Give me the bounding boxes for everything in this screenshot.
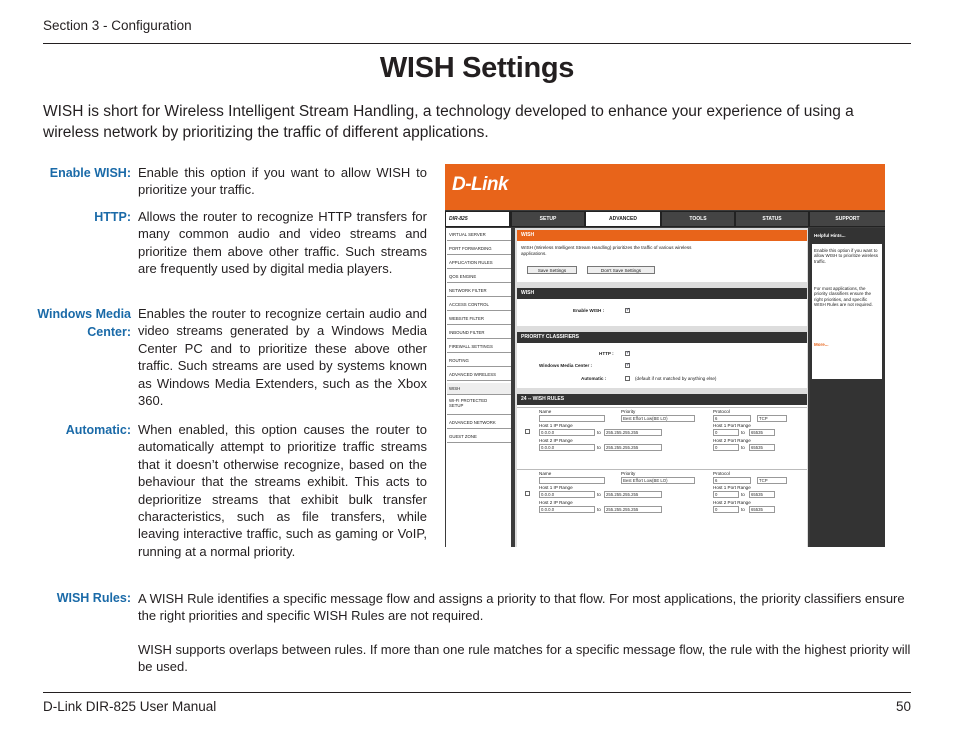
rule-host1-port-to[interactable]: 65535 — [749, 491, 775, 498]
automatic-note: (default if not matched by anything else) — [635, 376, 717, 381]
rule-name-input[interactable] — [539, 477, 605, 484]
wish-enable-box — [517, 288, 807, 326]
nav-advanced-wireless[interactable]: ADVANCED WIRELESS — [447, 369, 511, 381]
wish-intro-box — [517, 230, 807, 282]
rule-host1-ip-label: Host 1 IP Range — [539, 423, 573, 428]
nav-inbound-filter[interactable]: INBOUND FILTER — [447, 327, 511, 339]
enable-wish-label: Enable WISH : — [573, 308, 605, 313]
wish-rules-box — [517, 394, 807, 547]
rule-priority-select[interactable]: Best Effort Low(BE LO) — [621, 477, 695, 484]
hint-more-link[interactable]: More... — [814, 342, 829, 347]
rule-priority-select[interactable]: Best Effort Low(BE LO) — [621, 415, 695, 422]
enable-wish-checkbox[interactable] — [625, 308, 630, 313]
rule-protocol-number[interactable]: 6 — [713, 415, 751, 422]
automatic-label: Automatic : — [581, 376, 607, 381]
rule-host1-ip-to[interactable]: 255.255.255.255 — [604, 429, 662, 436]
rule-name-label: Name — [539, 471, 552, 476]
nav-wish[interactable]: WISH — [447, 383, 511, 395]
nav-advanced-network[interactable]: ADVANCED NETWORK — [447, 417, 511, 429]
rule-host2-port-to[interactable]: 65535 — [749, 506, 775, 513]
hint-paragraph-2: For most applications, the priority classifiers ensure the right priorities, and specific WISH Rules are not required. — [814, 286, 873, 308]
page-title: WISH Settings — [379, 52, 575, 84]
rule-port-to-text: to — [741, 507, 745, 512]
dlink-logo: D-Link — [452, 174, 509, 195]
nav-wps-line2: SETUP — [449, 403, 464, 408]
term-enable-wish: Enable WISH: — [49, 166, 131, 180]
nav-website-filter[interactable]: WEBSITE FILTER — [447, 313, 511, 325]
rule-host2-ip-label: Host 2 IP Range — [539, 438, 573, 443]
helpful-hints-body — [812, 233, 882, 379]
rule-protocol-number[interactable]: 6 — [713, 477, 751, 484]
desc-wish-rules-1: A WISH Rule identifies a specific message flow and assigns a priority to that flow. For most applications, the priority classifiers ensure the right priorities and specific WISH Rules are not required. — [138, 591, 905, 624]
footer-rule — [43, 692, 911, 693]
tab-setup[interactable]: SETUP — [512, 212, 584, 226]
rule-host2-port-label: Host 2 Port Range — [713, 438, 751, 443]
rule-protocol-label: Protocol — [713, 409, 730, 414]
tab-advanced[interactable]: ADVANCED — [586, 212, 660, 226]
rule-host2-ip-to[interactable]: 255.255.255.255 — [604, 506, 662, 513]
intro-paragraph: WISH is short for Wireless Intelligent Stream Handling, a technology developed to enhance your experience of using a wireless network by prioritizing the traffic of different applications. — [43, 103, 854, 141]
rule-protocol-select[interactable]: TCP — [757, 477, 787, 484]
router-main — [515, 228, 808, 547]
nav-network-filter[interactable]: NETWORK FILTER — [447, 285, 511, 297]
rule-port-to-text: to — [741, 445, 745, 450]
term-http: HTTP: — [94, 210, 131, 224]
nav-virtual-server[interactable]: VIRTUAL SERVER — [447, 229, 511, 241]
nav-routing[interactable]: ROUTING — [447, 355, 511, 367]
rule-host1-port-label: Host 1 Port Range — [713, 423, 751, 428]
rule-checkbox[interactable] — [525, 491, 530, 496]
tab-status[interactable]: STATUS — [736, 212, 808, 226]
wmc-checkbox[interactable] — [625, 363, 630, 368]
footer-manual-title: D-Link DIR-825 User Manual — [43, 699, 217, 714]
rule-port-to-text: to — [741, 492, 745, 497]
router-header — [445, 164, 885, 210]
automatic-checkbox[interactable] — [625, 376, 630, 381]
router-screenshot — [445, 164, 885, 547]
wish-intro-title: WISH — [517, 230, 807, 241]
rule-host1-ip-to[interactable]: 255.255.255.255 — [604, 491, 662, 498]
rule-to-text: to — [597, 492, 601, 497]
wish-rule-row — [517, 407, 807, 453]
rule-host2-port-from[interactable]: 0 — [713, 506, 739, 513]
desc-automatic: When enabled, this option causes the router to automatically attempt to prioritize traffic streams that it doesn’t otherwise recognize, based on the behaviour that the streams exhibit. This acts to deprioritize streams that exhibit bulk transfer characteristics, such as file transfers, while leaving interactive traffic, such as gaming or VoIP, running at a normal priority. — [138, 422, 427, 559]
helpful-hints-panel — [810, 228, 885, 547]
term-automatic: Automatic: — [65, 423, 131, 437]
router-left-nav — [446, 228, 511, 547]
rule-host1-ip-from[interactable]: 0.0.0.0 — [539, 429, 595, 436]
rule-host2-ip-from[interactable]: 0.0.0.0 — [539, 444, 595, 451]
header-rule — [43, 43, 911, 44]
rule-protocol-select[interactable]: TCP — [757, 415, 787, 422]
rule-to-text: to — [597, 445, 601, 450]
term-wish-rules: WISH Rules: — [56, 591, 131, 605]
wish-intro-desc-1: WISH (Wireless Intelligent Stream Handling) prioritizes the traffic of various wireless — [521, 245, 692, 250]
save-settings-button[interactable]: Save Settings — [527, 266, 577, 274]
rule-checkbox[interactable] — [525, 429, 530, 434]
desc-http: Allows the router to recognize HTTP transfers for many common audio and video streams and prioritize them above other traffic. Such streams are frequently used by digital media players. — [138, 209, 427, 277]
rule-port-to-text: to — [741, 430, 745, 435]
rule-host2-port-from[interactable]: 0 — [713, 444, 739, 451]
rule-host1-port-to[interactable]: 65535 — [749, 429, 775, 436]
nav-qos-engine[interactable]: QOS ENGINE — [447, 271, 511, 283]
rule-host2-ip-from[interactable]: 0.0.0.0 — [539, 506, 595, 513]
term-windows-media-center — [20, 305, 131, 341]
hint-paragraph-1: Enable this option if you want to allow WISH to prioritize wireless traffic. — [814, 248, 879, 264]
rule-host1-ip-from[interactable]: 0.0.0.0 — [539, 491, 595, 498]
rule-priority-label: Priority — [621, 471, 636, 476]
priority-classifiers-title: PRIORITY CLASSIFIERS — [517, 332, 807, 343]
nav-wps-line1: WI-FI PROTECTED — [449, 398, 488, 403]
rule-name-input[interactable] — [539, 415, 605, 422]
rule-to-text: to — [597, 507, 601, 512]
nav-access-control[interactable]: ACCESS CONTROL — [447, 299, 511, 311]
nav-guest-zone[interactable]: GUEST ZONE — [447, 431, 511, 443]
desc-wish-rules-2: WISH supports overlaps between rules. If more than one rule matches for a specific message flow, the rule with the highest priority will be used. — [138, 642, 911, 675]
desc-enable-wish: Enable this option if you want to allow WISH to prioritize your traffic. — [138, 165, 427, 198]
wish-rule-row — [517, 469, 807, 515]
priority-classifiers-box — [517, 332, 807, 388]
rule-to-text: to — [597, 430, 601, 435]
rule-host1-port-from[interactable]: 0 — [713, 429, 739, 436]
nav-port-forwarding[interactable]: PORT FORWARDING — [447, 243, 511, 255]
footer-page-number: 50 — [895, 699, 911, 714]
wish-enable-title: WISH — [517, 288, 807, 299]
router-model: DIR-825 — [446, 212, 509, 226]
http-label: HTTP : — [599, 351, 614, 356]
section-label: Section 3 - Configuration — [43, 18, 192, 33]
wish-rules-title: 24 -- WISH RULES — [517, 394, 807, 405]
dont-save-settings-button[interactable]: Don't Save Settings — [587, 266, 655, 274]
wish-intro-desc-2: applications. — [521, 251, 547, 256]
rule-host2-ip-to[interactable]: 255.255.255.255 — [604, 444, 662, 451]
term-wmc-line1: Windows Media — [37, 307, 131, 321]
nav-application-rules[interactable]: APPLICATION RULES — [447, 257, 511, 269]
term-wmc-line2: Center: — [87, 325, 131, 339]
http-checkbox[interactable] — [625, 351, 630, 356]
nav-firewall-settings[interactable]: FIREWALL SETTINGS — [447, 341, 511, 353]
tab-tools[interactable]: TOOLS — [662, 212, 734, 226]
rule-host1-port-from[interactable]: 0 — [713, 491, 739, 498]
rule-host2-ip-label: Host 2 IP Range — [539, 500, 573, 505]
rule-protocol-label: Protocol — [713, 471, 730, 476]
rule-name-label: Name — [539, 409, 552, 414]
rule-host1-ip-label: Host 1 IP Range — [539, 485, 573, 490]
rule-priority-label: Priority — [621, 409, 636, 414]
rule-host1-port-label: Host 1 Port Range — [713, 485, 751, 490]
helpful-hints-title: Helpful Hints... — [814, 233, 846, 238]
wmc-label: Windows Media Center : — [539, 363, 593, 368]
desc-windows-media-center: Enables the router to recognize certain audio and video streams generated by a Windows Media Center PC and to prioritize these above other traffic. Such streams are used by systems known as Windows Media Extenders, such as the Xbox 360. — [138, 306, 427, 409]
rule-host2-port-label: Host 2 Port Range — [713, 500, 751, 505]
tab-support[interactable]: SUPPORT — [810, 212, 885, 226]
rule-host2-port-to[interactable]: 65535 — [749, 444, 775, 451]
nav-wifi-protected-setup[interactable] — [447, 397, 511, 415]
